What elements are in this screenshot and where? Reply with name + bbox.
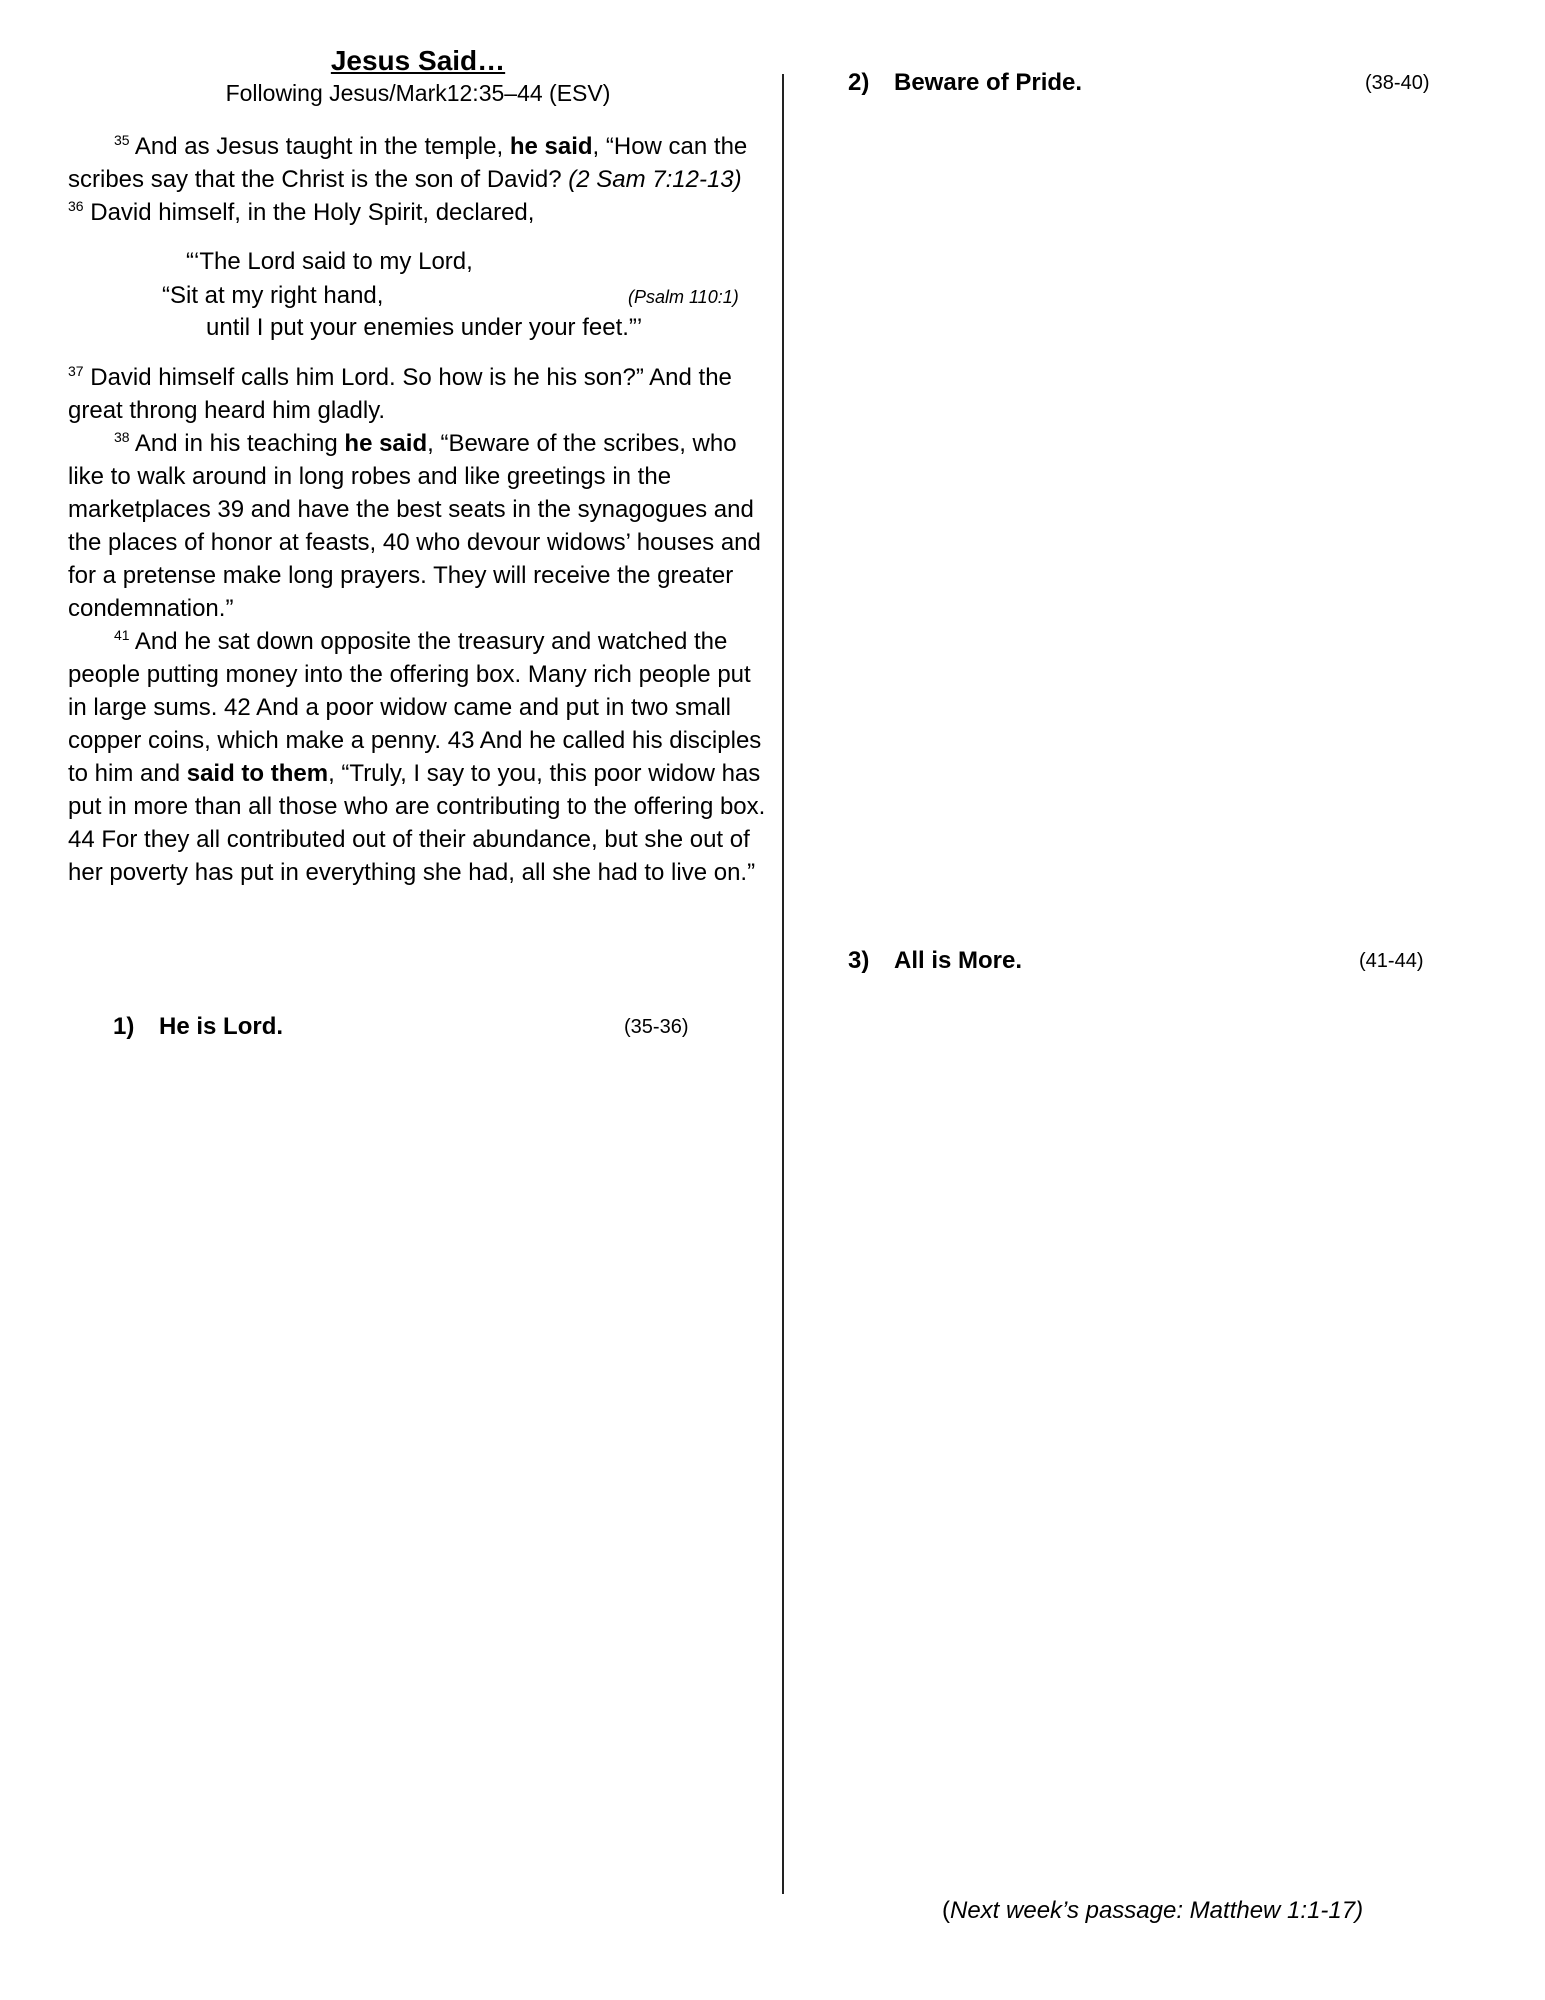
verse-text: David himself calls him Lord. So how is he his son?” And the great throng heard him gladly. [68,364,732,424]
cross-reference: (2 Sam 7:12-13) [568,166,742,193]
point-3-reference: (41-44) [1359,950,1424,972]
verse-37-paragraph [68,361,768,427]
emphasis-text: he said [344,430,428,457]
page-subtitle: Following Jesus/Mark12:35–44 (ESV) [225,80,611,106]
point-2 [848,68,1082,98]
verse-text: David himself, in the Holy Spirit, declared, [83,199,535,226]
point-number: 3) [848,947,870,974]
cross-reference: (Psalm 110:1) [628,287,739,307]
point-number: 1) [113,1013,135,1040]
emphasis-text: said to them [186,760,329,787]
quote-line: “Sit at my right hand, [162,282,384,309]
point-heading: Beware of Pride. [894,69,1083,96]
footer-text: Next week’s passage: Matthew 1:1-17) [950,1897,1364,1924]
verse-text: And he sat down opposite the treasury and watched the people putting money into the offering box. Many rich people put in large sums. 42 And a poor widow came and put in two small copper coins, which make a penny. 43 And he called his disciples to him and [68,628,762,787]
emphasis-text: he said [509,133,593,160]
point-1 [113,1012,283,1042]
passage-column [68,44,768,889]
point-2-reference: (38-40) [1365,72,1430,94]
next-week-note [942,1896,1363,1926]
column-divider [782,74,784,1894]
verse-38-paragraph [68,427,768,625]
quote-line: until I put your enemies under your feet.”’ [206,314,643,341]
verse-number: 35 [114,132,130,148]
scripture-passage [68,130,768,889]
psalm-quote [68,245,768,345]
point-heading: All is More. [894,947,1023,974]
quote-line: “‘The Lord said to my Lord, [186,248,473,275]
footer-paren: ( [942,1897,950,1924]
verse-text: , “Beware of the scribes, who like to walk around in long robes and like greetings in the marketplaces 39 and have the best seats in the synagogues and the places of honor at feasts, 40 who devour widows’ houses and for a pretense make long prayers. They will receive the greater condemnation.” [68,430,761,622]
verse-number: 41 [114,627,130,643]
verse-36-paragraph [68,196,768,229]
verse-number: 37 [68,363,84,379]
verse-text: , “Truly, I say to you, this poor widow has put in more than all those who are contributing to the offering box. 44 For they all contributed out of their abundance, but she out of her poverty has put in everything she had, all she had to live on.” [68,760,766,886]
page-title: Jesus Said… [330,45,506,76]
verse-number: 36 [68,198,84,214]
verse-41-paragraph [68,625,768,889]
verse-number: 38 [114,429,130,445]
verse-text: , “How can the scribes say that the Christ is the son of David? [68,133,748,193]
point-3 [848,946,1022,976]
verse-text: And in his teaching [129,430,345,457]
point-heading: He is Lord. [159,1013,284,1040]
point-number: 2) [848,69,870,96]
verse-35-paragraph [68,130,768,196]
point-1-reference: (35-36) [624,1016,689,1038]
verse-text: And as Jesus taught in the temple, [129,133,510,160]
